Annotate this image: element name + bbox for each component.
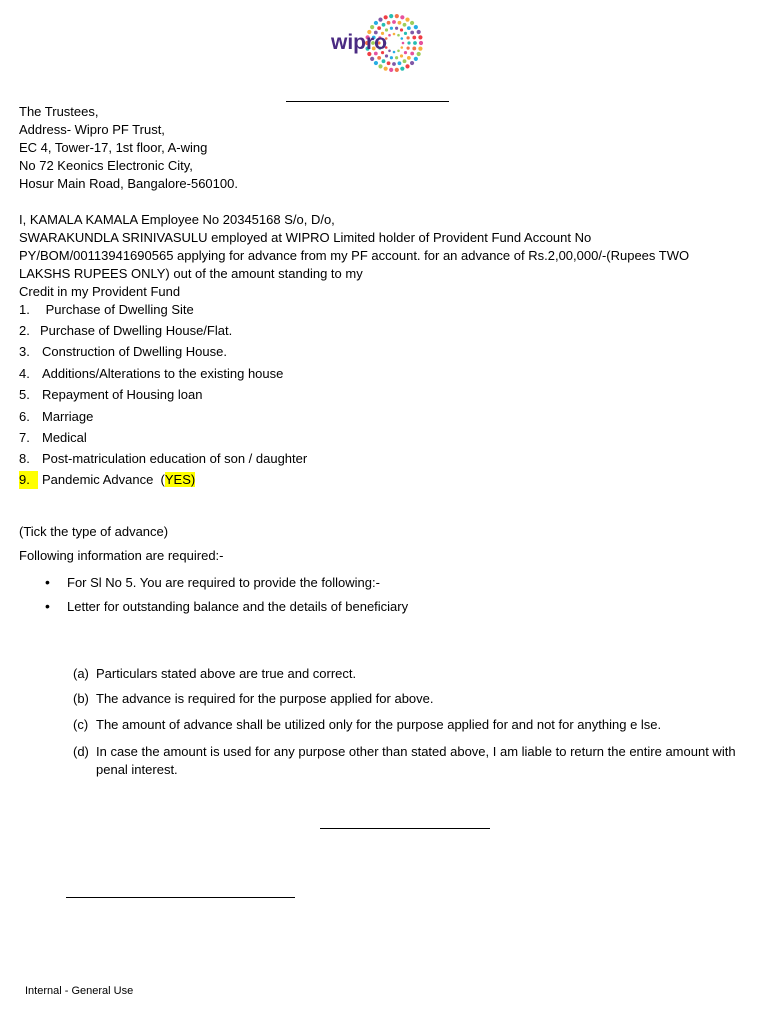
address-line: Hosur Main Road, Bangalore-560100. — [19, 176, 238, 191]
logo-dot — [407, 56, 411, 60]
intro-line: Credit in my Provident Fund — [19, 284, 181, 299]
logo-dot — [402, 42, 405, 45]
item-number: 8. — [19, 451, 30, 466]
bullet-item — [45, 597, 408, 616]
logo-dot — [404, 32, 407, 35]
logo-dot — [370, 57, 374, 61]
bullet-text: For Sl No 5. You are required to provide the following:- — [67, 575, 380, 590]
item-text: Marriage — [42, 409, 94, 424]
intro-paragraph — [19, 211, 689, 301]
logo-dot — [387, 61, 391, 65]
logo-dot — [389, 68, 393, 72]
logo-dot — [405, 18, 409, 22]
declaration-label: (d) — [73, 744, 89, 759]
item-number: 5. — [19, 387, 30, 402]
item-text: Purchase of Dwelling Site — [42, 302, 194, 317]
logo-dot — [374, 61, 378, 65]
logo-dot — [412, 47, 416, 51]
logo-dot — [392, 20, 396, 24]
logo-dot — [410, 61, 414, 65]
declaration-text: The advance is required for the purpose applied for above. — [96, 691, 434, 706]
logo-dot — [377, 56, 381, 60]
logo-dot — [393, 51, 396, 54]
item-number-highlighted: 9. — [19, 471, 38, 489]
list-item — [19, 301, 194, 319]
declaration-text: In case the amount is used for any purpose other than stated above, I am liable to return the entire amount with penal interest. — [96, 744, 736, 777]
item-text: Repayment of Housing loan — [42, 387, 203, 402]
logo-dot — [407, 36, 410, 39]
item-number: 7. — [19, 430, 30, 445]
logo-dot — [400, 37, 403, 40]
logo-dot — [413, 41, 417, 45]
logo-dot — [393, 33, 396, 36]
declaration-item — [73, 743, 736, 779]
item-number: 3. — [19, 344, 30, 359]
item-number: 6. — [19, 409, 30, 424]
address-block — [19, 103, 238, 193]
logo-dot — [410, 52, 414, 56]
intro-line: PY/BOM/00113941690565 applying for advance from my PF account. for an advance of Rs.2,00,000/-(Rupees TWO — [19, 248, 690, 263]
list-item — [19, 343, 227, 361]
logo-dot — [397, 34, 400, 37]
logo-dot — [398, 61, 402, 65]
list-item-selected — [19, 471, 195, 489]
logo-dot — [388, 34, 391, 37]
logo-dot — [389, 14, 393, 18]
logo-dot — [419, 41, 423, 45]
declaration-text: The amount of advance shall be utilized only for the purpose applied for and not for anything e lse. — [96, 717, 662, 732]
logo-dot — [407, 47, 410, 50]
address-line: EC 4, Tower-17, 1st floor, A-wing — [19, 140, 208, 155]
logo-dot — [403, 23, 407, 27]
logo-dot — [417, 52, 421, 56]
item-text: Post-matriculation education of son / daughter — [42, 451, 308, 466]
logo-dot — [384, 15, 388, 19]
logo-dot — [398, 21, 402, 25]
logo-dot — [378, 64, 382, 68]
declaration-label: (c) — [73, 717, 89, 732]
declaration-item — [73, 690, 736, 708]
address-line: The Trustees, — [19, 104, 99, 119]
intro-line: LAKSHS RUPEES ONLY) out of the amount standing to my — [19, 266, 363, 281]
logo-dot — [392, 62, 396, 66]
logo-dot — [410, 21, 414, 25]
address-line: No 72 Keonics Electronic City, — [19, 158, 193, 173]
declaration-item — [73, 665, 736, 683]
bullet-icon: • — [45, 598, 50, 614]
logo-dot — [403, 59, 407, 63]
item-number: 1. — [19, 302, 30, 317]
wipro-logo — [326, 14, 430, 72]
logo-dot — [400, 15, 404, 19]
footer-classification: Internal - General Use — [25, 985, 134, 997]
date-line — [66, 897, 295, 898]
logo-dot — [395, 14, 399, 18]
logo-dot — [382, 59, 386, 63]
logo-dot — [400, 46, 403, 49]
top-blank-line — [286, 101, 449, 102]
logo-dot — [404, 51, 407, 54]
list-item — [19, 386, 202, 404]
logo-dot — [370, 25, 374, 29]
declaration-label: (b) — [73, 691, 89, 706]
bullet-text: Letter for outstanding balance and the details of beneficiary — [67, 599, 409, 614]
logo-dot — [388, 49, 391, 52]
address-line: Address- Wipro PF Trust, — [19, 122, 165, 137]
logo-dot — [414, 57, 418, 61]
logo-dot — [405, 64, 409, 68]
item-text: Purchase of Dwelling House/Flat. — [40, 323, 233, 338]
declaration-label: (a) — [73, 666, 89, 681]
item-number: 2. — [19, 323, 30, 338]
logo-dot — [414, 25, 418, 29]
list-item — [19, 408, 93, 426]
logo-dot — [377, 26, 381, 30]
declaration-text: Particulars stated above are true and correct. — [96, 666, 357, 681]
logo-dot — [397, 49, 400, 52]
intro-line: I, KAMALA KAMALA Employee No 20345168 S/o, D/o, — [19, 212, 335, 227]
logo-dot — [407, 26, 411, 30]
logo-text: wipro — [331, 31, 387, 54]
signature-line — [320, 828, 490, 829]
logo-dot — [395, 68, 399, 72]
logo-dot — [400, 67, 404, 71]
logo-dot — [387, 21, 391, 25]
info-heading: Following information are required:- — [19, 548, 224, 563]
list-item — [19, 450, 307, 468]
intro-line: SWARAKUNDLA SRINIVASULU employed at WIPRO Limited holder of Provident Fund Account No — [19, 230, 592, 245]
logo-dot — [418, 35, 422, 39]
logo-dot — [382, 23, 386, 27]
item-text: Pandemic Advance ( — [42, 472, 165, 487]
logo-dot — [378, 18, 382, 22]
logo-dot — [395, 27, 398, 30]
logo-dot — [410, 31, 414, 35]
list-item — [19, 429, 87, 447]
logo-dot — [384, 67, 388, 71]
logo-dot — [390, 27, 393, 30]
logo-dot — [374, 21, 378, 25]
logo-dot — [400, 28, 403, 31]
declaration-item — [73, 716, 736, 734]
logo-dot — [395, 56, 398, 59]
yes-highlight: YES) — [164, 472, 196, 487]
logo-dot — [400, 54, 403, 57]
list-item — [19, 365, 283, 383]
list-item — [19, 322, 232, 340]
bullet-icon: • — [45, 574, 50, 590]
logo-dot — [412, 36, 416, 40]
bullet-item — [45, 573, 380, 592]
item-number: 4. — [19, 366, 30, 381]
logo-dot — [390, 56, 393, 59]
logo-dot — [407, 41, 410, 44]
logo-dot — [417, 30, 421, 34]
item-text: Construction of Dwelling House. — [42, 344, 227, 359]
logo-dot — [418, 47, 422, 51]
item-text: Additions/Alterations to the existing house — [42, 366, 284, 381]
tick-note: (Tick the type of advance) — [19, 524, 169, 539]
item-text: Medical — [42, 430, 87, 445]
